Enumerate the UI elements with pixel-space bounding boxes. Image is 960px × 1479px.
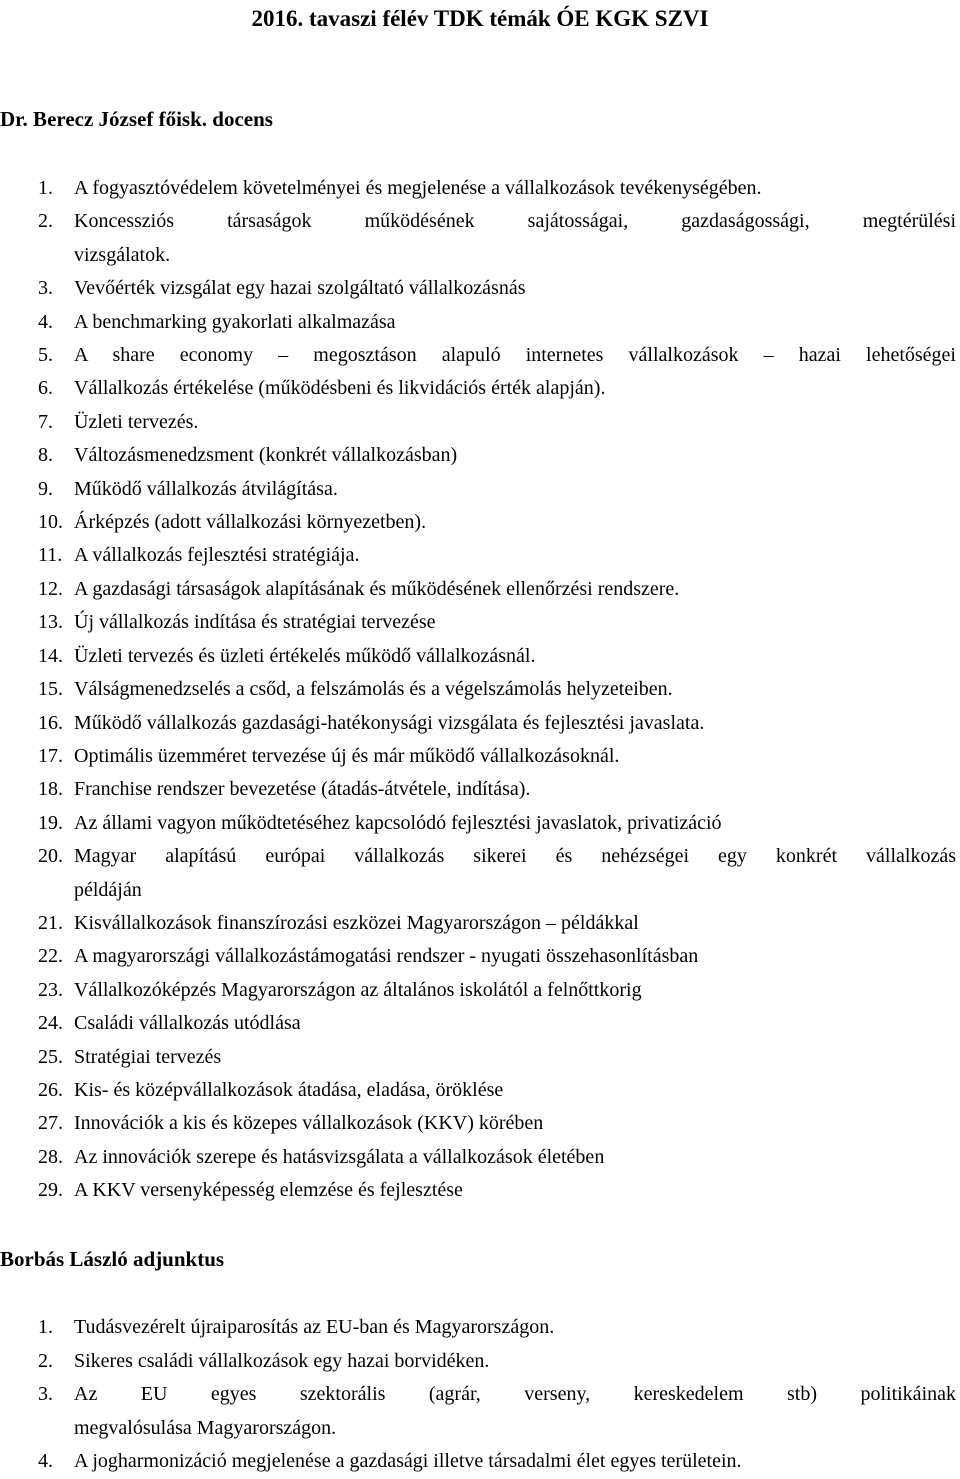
list-item	[0, 406, 960, 439]
item-number: 19.	[38, 811, 63, 834]
item-text: Optimális üzemméret tervezése új és már működő vállalkozásoknál.	[74, 744, 620, 767]
section-heading-borbas: Borbás László adjunktus	[0, 1247, 225, 1271]
item-number: 3.	[38, 277, 53, 300]
item-text: A vállalkozás fejlesztési stratégiája.	[74, 544, 360, 567]
item-text: Új vállalkozás indítása és stratégiai tervezése	[74, 611, 436, 634]
item-number: 2.	[38, 210, 53, 233]
item-text: Az EU egyes szektorális (agrár, verseny, kereskedelem stb) politikáinak	[74, 1383, 956, 1406]
topic-list-borbas	[0, 1311, 960, 1479]
item-text: Franchise rendszer bevezetése (átadás-átvétele, indítása).	[74, 778, 531, 801]
list-item	[0, 840, 960, 907]
item-text: Az innovációk szerepe és hatásvizsgálata a vállalkozások életében	[74, 1145, 605, 1168]
item-number: 4.	[38, 1450, 53, 1473]
item-number: 17.	[38, 744, 63, 767]
item-number: 7.	[38, 410, 53, 433]
list-item	[0, 1174, 960, 1207]
item-text: Működő vállalkozás átvilágítása.	[74, 477, 338, 500]
list-item	[0, 974, 960, 1007]
list-item	[0, 1345, 960, 1379]
list-item	[0, 773, 960, 806]
item-number: 3.	[38, 1383, 53, 1406]
list-item	[0, 306, 960, 339]
item-text: Az állami vagyon működtetéséhez kapcsolódó fejlesztési javaslatok, privatizáció	[74, 811, 722, 834]
item-text: Koncessziós társaságok működésének sajátosságai, gazdaságossági, megtérülési	[74, 210, 956, 233]
item-text: Sikeres családi vállalkozások egy hazai borvidéken.	[74, 1349, 490, 1372]
list-item	[0, 907, 960, 940]
list-item	[0, 205, 960, 272]
item-text: Üzleti tervezés és üzleti értékelés működő vállalkozásnál.	[74, 644, 536, 667]
item-text: Innovációk a kis és közepes vállalkozások (KKV) körében	[74, 1112, 544, 1135]
list-item	[0, 606, 960, 639]
list-item	[0, 940, 960, 973]
item-number: 4.	[38, 310, 53, 333]
list-item	[0, 272, 960, 305]
item-text-continuation: megvalósulása Magyarországon.	[74, 1416, 337, 1439]
item-text: Válságmenedzselés a csőd, a felszámolás és a végelszámolás helyzeteiben.	[74, 678, 673, 701]
list-item	[0, 339, 960, 372]
list-item	[0, 1107, 960, 1140]
item-number: 6.	[38, 377, 53, 400]
item-number: 1.	[38, 1316, 53, 1338]
item-text: A magyarországi vállalkozástámogatási rendszer - nyugati összehasonlításban	[74, 945, 699, 968]
item-text: A benchmarking gyakorlati alkalmazása	[74, 310, 396, 333]
item-text: Üzleti tervezés.	[74, 410, 199, 433]
item-number: 25.	[38, 1045, 63, 1068]
page-title: 2016. tavaszi félév TDK témák ÓE KGK SZVI	[251, 6, 709, 31]
list-item	[0, 640, 960, 673]
list-item	[0, 1074, 960, 1107]
item-text: Családi vállalkozás utódlása	[74, 1012, 301, 1035]
list-item	[0, 506, 960, 539]
item-number: 12.	[38, 577, 63, 600]
item-number: 14.	[38, 644, 63, 667]
item-number: 23.	[38, 978, 63, 1001]
list-item	[0, 372, 960, 405]
list-item	[0, 473, 960, 506]
item-text: Változásmenedzsment (konkrét vállalkozásban)	[74, 444, 458, 467]
item-text: Vállalkozás értékelése (működésbeni és likvidációs érték alapján).	[74, 377, 606, 400]
item-text: Magyar alapítású európai vállalkozás sikerei és nehézségei egy konkrét vállalkozás	[74, 845, 956, 868]
item-text: A jogharmonizáció megjelenése a gazdasági illetve társadalmi élet egyes területein.	[74, 1450, 742, 1473]
item-number: 29.	[38, 1179, 63, 1202]
item-text: Kisvállalkozások finanszírozási eszközei Magyarországon – példákkal	[74, 911, 639, 934]
list-item	[0, 673, 960, 706]
item-text-continuation: példáján	[74, 878, 142, 901]
item-number: 15.	[38, 678, 63, 701]
list-item	[0, 172, 960, 205]
topic-list-berecz	[0, 172, 960, 1208]
list-item	[0, 1311, 960, 1345]
item-number: 18.	[38, 778, 63, 801]
item-number: 24.	[38, 1012, 63, 1035]
item-number: 2.	[38, 1349, 53, 1372]
item-number: 27.	[38, 1112, 63, 1135]
list-item	[0, 439, 960, 472]
item-text: Árképzés (adott vállalkozási környezetben).	[74, 511, 427, 534]
item-text: Kis- és középvállalkozások átadása, eladása, öröklése	[74, 1078, 504, 1101]
item-text: Vállalkozóképzés Magyarországon az általános iskolától a felnőttkorig	[74, 978, 642, 1001]
item-number: 13.	[38, 611, 63, 634]
item-number: 21.	[38, 911, 63, 934]
item-number: 1.	[38, 177, 53, 199]
list-item	[0, 740, 960, 773]
section-heading-berecz: Dr. Berecz József főisk. docens	[0, 107, 273, 131]
list-item	[0, 1141, 960, 1174]
item-number: 8.	[38, 444, 53, 467]
item-number: 9.	[38, 477, 53, 500]
item-number: 26.	[38, 1078, 63, 1101]
list-item	[0, 807, 960, 840]
item-text: A fogyasztóvédelem követelményei és megjelenése a vállalkozások tevékenységében.	[74, 177, 762, 199]
list-item	[0, 1007, 960, 1040]
item-text: A share economy – megosztáson alapuló internetes vállalkozások – hazai lehetőségei	[74, 344, 956, 367]
item-number: 5.	[38, 344, 53, 367]
item-number: 20.	[38, 845, 63, 868]
item-text: Működő vállalkozás gazdasági-hatékonysági vizsgálata és fejlesztési javaslata.	[74, 711, 705, 734]
item-text-continuation: vizsgálatok.	[74, 243, 171, 266]
item-text: Vevőérték vizsgálat egy hazai szolgáltató vállalkozásnás	[74, 277, 526, 300]
list-item	[0, 1378, 960, 1445]
item-number: 28.	[38, 1145, 63, 1168]
item-number: 11.	[38, 544, 63, 567]
item-number: 10.	[38, 511, 63, 534]
list-item	[0, 573, 960, 606]
list-item	[0, 1041, 960, 1074]
item-text: A gazdasági társaságok alapításának és működésének ellenőrzési rendszere.	[74, 577, 680, 600]
list-item	[0, 539, 960, 572]
item-text: Tudásvezérelt újraiparosítás az EU-ban és Magyarországon.	[74, 1316, 555, 1338]
item-text: A KKV versenyképesség elemzése és fejlesztése	[74, 1179, 463, 1202]
item-text: Stratégiai tervezés	[74, 1045, 222, 1068]
list-item	[0, 707, 960, 740]
item-number: 16.	[38, 711, 63, 734]
item-number: 22.	[38, 945, 63, 968]
